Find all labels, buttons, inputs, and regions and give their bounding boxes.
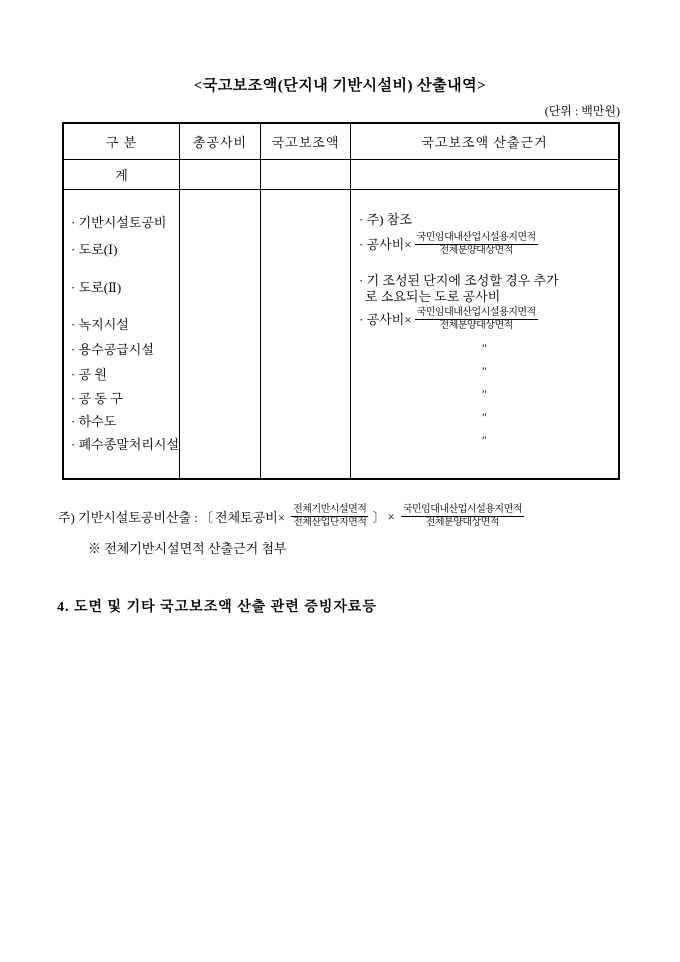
page-title: <국고보조액(단지내 기반시설비) 산출내역> — [193, 78, 487, 94]
category-item: · 도로(Ⅱ) — [71, 280, 122, 295]
footnote-fraction-1 — [291, 504, 368, 529]
total-row-basis-cell — [351, 160, 618, 190]
fraction-numerator: 국민임대내산업시설용지면적 — [402, 504, 522, 515]
col-header-total-cost: 총공사비 — [180, 124, 261, 160]
ditto-mark: ″ — [482, 410, 487, 424]
category-item: · 도로(Ⅰ) — [71, 242, 118, 257]
footnote-lead: 주) 기반시설토공비산출 : — [58, 510, 199, 525]
total-row-subsidy-cell — [261, 160, 351, 190]
basis-ref-note: · 주) 참조 — [359, 212, 412, 227]
category-item: · 공 원 — [71, 367, 107, 382]
bracket-close: 〕 — [372, 510, 386, 525]
fraction-denominator: 전체분양대상면적 — [439, 245, 513, 256]
col-header-basis: 국고보조액 산출근거 — [351, 124, 618, 160]
category-item: · 녹지시설 — [71, 317, 129, 332]
basis-road2-note — [359, 273, 559, 305]
total-row-label: 계 — [64, 160, 180, 190]
body-subsidy-cell — [261, 190, 351, 478]
fraction-denominator: 전체분양대상면적 — [439, 320, 513, 331]
fraction-denominator: 전체산업단지면적 — [293, 517, 367, 528]
footnote-fraction-2 — [401, 504, 524, 529]
fraction-numerator: 국민임대내산업시설용지면적 — [416, 307, 536, 318]
category-item: · 용수공급시설 — [71, 342, 154, 357]
formula-prefix: · 공사비× — [359, 311, 412, 327]
formula-prefix: · 공사비× — [359, 236, 412, 252]
category-item: · 폐수종말처리시설 — [71, 437, 180, 452]
body-cost-cell — [180, 190, 261, 478]
attachment-note: ※ 전체기반시설면적 산출근거 첨부 — [88, 541, 287, 556]
unit-note: (단위 : 백만원) — [544, 104, 620, 118]
ditto-mark: ″ — [482, 433, 487, 447]
category-list-cell — [64, 190, 180, 478]
basis-formula-road1 — [359, 232, 538, 257]
basis-list-cell — [351, 190, 618, 478]
bracket-open: 〔 — [200, 510, 214, 525]
fraction-denominator: 전체분양대상면적 — [425, 517, 499, 528]
multiply-sign: × — [387, 508, 395, 524]
section-heading: 4. 도면 및 기타 국고보조액 산출 관련 증빙자료등 — [57, 600, 377, 615]
road2-note-line1: · 기 조성된 단지에 조성할 경우 추가 — [359, 273, 559, 288]
category-item: · 기반시설토공비 — [71, 215, 167, 230]
total-row-cost-cell — [180, 160, 261, 190]
fraction-numerator: 전체기반시설면적 — [293, 504, 367, 515]
basis-formula-green — [359, 307, 538, 332]
col-header-subsidy: 국고보조액 — [261, 124, 351, 160]
road2-note-line2: 로 소요되는 도로 공사비 — [365, 289, 501, 304]
fraction-numerator: 국민임대내산업시설용지면적 — [416, 232, 536, 243]
category-item: · 하수도 — [71, 414, 117, 429]
footnote-formula — [58, 504, 528, 529]
category-item: · 공 동 구 — [71, 391, 123, 406]
col-header-category: 구 분 — [64, 124, 180, 160]
ditto-mark: ″ — [482, 387, 487, 401]
ditto-mark: ″ — [482, 364, 487, 378]
ditto-mark: ″ — [482, 341, 487, 355]
formula-fraction — [415, 232, 538, 257]
footnote-inner-prefix: 전체토공비× — [215, 510, 286, 525]
formula-fraction — [415, 307, 538, 332]
subsidy-table — [62, 122, 620, 480]
